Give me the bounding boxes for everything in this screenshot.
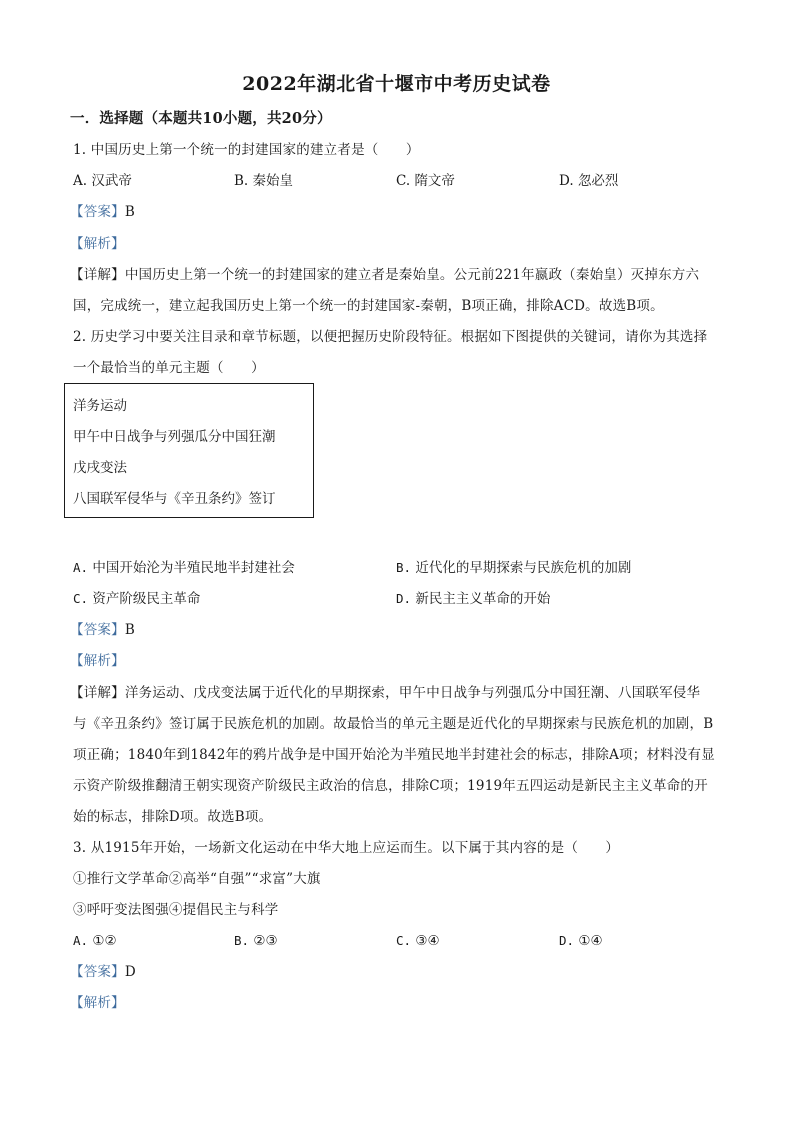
option-letter: B. [234, 933, 250, 948]
option-letter: D. [396, 591, 412, 606]
option-text: 隋文帝 [414, 173, 455, 189]
question-1-option-c [396, 172, 455, 190]
option-text: 中国开始沦为半殖民地半封建社会 [92, 560, 295, 576]
question-3-option-a [73, 932, 117, 950]
option-text: ②③ [253, 933, 278, 949]
option-letter: A. [73, 560, 89, 575]
analysis-label: 【解析】 [70, 995, 125, 1011]
option-letter: D. [559, 933, 575, 948]
question-2-detail-line-3: 项正确；1840年到1842年的鸦片战争是中国开始沦为半殖民地半封建社会的标志，排除A项；材料没有显 [73, 747, 715, 763]
question-2-detail-line-5: 始的标志，排除D项。故选B项。 [73, 809, 273, 825]
option-letter: D. [559, 173, 574, 189]
question-2-analysis [70, 652, 125, 670]
question-2-stem-line-1: 2. 历史学习中要关注目录和章节标题，以便把握历史阶段特征。根据如下图提供的关键词，请你为其选择 [73, 329, 708, 345]
question-2-option-a [73, 559, 295, 577]
question-1-option-b [234, 172, 293, 190]
question-2-option-c [73, 590, 200, 608]
option-letter: C. [396, 933, 412, 948]
option-letter: B. [396, 560, 412, 575]
answer-value: B [124, 204, 135, 220]
option-letter: A. [73, 173, 88, 189]
keyword-box [64, 383, 314, 518]
answer-value: B [124, 622, 135, 638]
answer-label: 【答案】 [70, 204, 125, 220]
question-3-option-b [234, 932, 278, 950]
option-text: ①④ [578, 933, 603, 949]
option-letter: A. [73, 933, 89, 948]
option-text: 近代化的早期探索与民族危机的加剧 [415, 560, 632, 576]
question-1-analysis [70, 235, 125, 253]
keyword-item: 甲午中日战争与列强瓜分中国狂潮 [73, 429, 276, 445]
question-3-option-d [559, 932, 603, 950]
question-2-detail-line-2: 与《辛丑条约》签订属于民族危机的加剧。故最恰当的单元主题是近代化的早期探索与民族危机的加剧，B [73, 716, 714, 732]
question-3-analysis [70, 994, 125, 1012]
question-2-stem-line-2: 一个最恰当的单元主题（ ） [73, 360, 265, 376]
question-3-stem-line-1: 3. 从1915年开始，一场新文化运动在中华大地上应运而生。以下属于其内容的是（ ） [73, 840, 620, 856]
question-1-option-d [559, 172, 618, 190]
option-letter: B. [234, 173, 249, 189]
question-3-answer [70, 963, 136, 981]
option-letter: C. [396, 173, 411, 189]
answer-label: 【答案】 [70, 964, 125, 980]
question-2-option-d [396, 590, 550, 608]
question-1-answer [70, 203, 135, 221]
option-text: ③④ [415, 933, 440, 949]
question-2-answer [70, 621, 135, 639]
option-text: 忽必烈 [577, 173, 619, 189]
answer-label: 【答案】 [70, 622, 125, 638]
analysis-label: 【解析】 [70, 653, 125, 669]
answer-value: D [124, 964, 136, 980]
question-1-option-a [73, 172, 132, 190]
option-text: 秦始皇 [252, 173, 294, 189]
keyword-item: 洋务运动 [73, 398, 127, 414]
question-2-detail-line-1: 【详解】洋务运动、戊戌变法属于近代化的早期探索，甲午中日战争与列强瓜分中国狂潮、八国联军侵华 [70, 685, 701, 701]
question-1-detail-line-2: 国，完成统一，建立起我国历史上第一个统一的封建国家-秦朝，B项正确，排除ACD。故选B项。 [73, 298, 664, 314]
document-title: 2022年湖北省十堰市中考历史试卷 [242, 73, 551, 95]
question-1-detail-line-1: 【详解】中国历史上第一个统一的封建国家的建立者是秦始皇。公元前221年嬴政（秦始皇）灭掉东方六 [70, 267, 700, 283]
detail-label: 【详解】 [70, 267, 125, 283]
section-heading: 一．选择题（本题共10小题，共20分） [70, 110, 332, 127]
question-2-detail-line-4: 示资产阶级推翻清王朝实现资产阶级民主政治的信息，排除C项；1919年五四运动是新民主主义革命的开 [73, 778, 708, 794]
option-text: ①② [92, 933, 117, 949]
question-3-stem-line-2: ①推行文学革命②高举“自强”“求富”大旗 [73, 871, 321, 887]
detail-label: 【详解】 [70, 685, 125, 701]
question-3-stem-line-3: ③呼吁变法图强④提倡民主与科学 [73, 902, 279, 918]
keyword-item: 八国联军侵华与《辛丑条约》签订 [73, 491, 276, 507]
option-letter: C. [73, 591, 89, 606]
question-1-stem: 1. 中国历史上第一个统一的封建国家的建立者是（ ） [73, 142, 420, 158]
option-text: 汉武帝 [91, 173, 132, 189]
keyword-item: 戊戌变法 [73, 460, 127, 476]
analysis-label: 【解析】 [70, 236, 125, 252]
option-text: 新民主主义革命的开始 [415, 591, 551, 607]
option-text: 资产阶级民主革命 [92, 591, 201, 607]
question-3-option-c [396, 932, 440, 950]
question-2-option-b [396, 559, 631, 577]
